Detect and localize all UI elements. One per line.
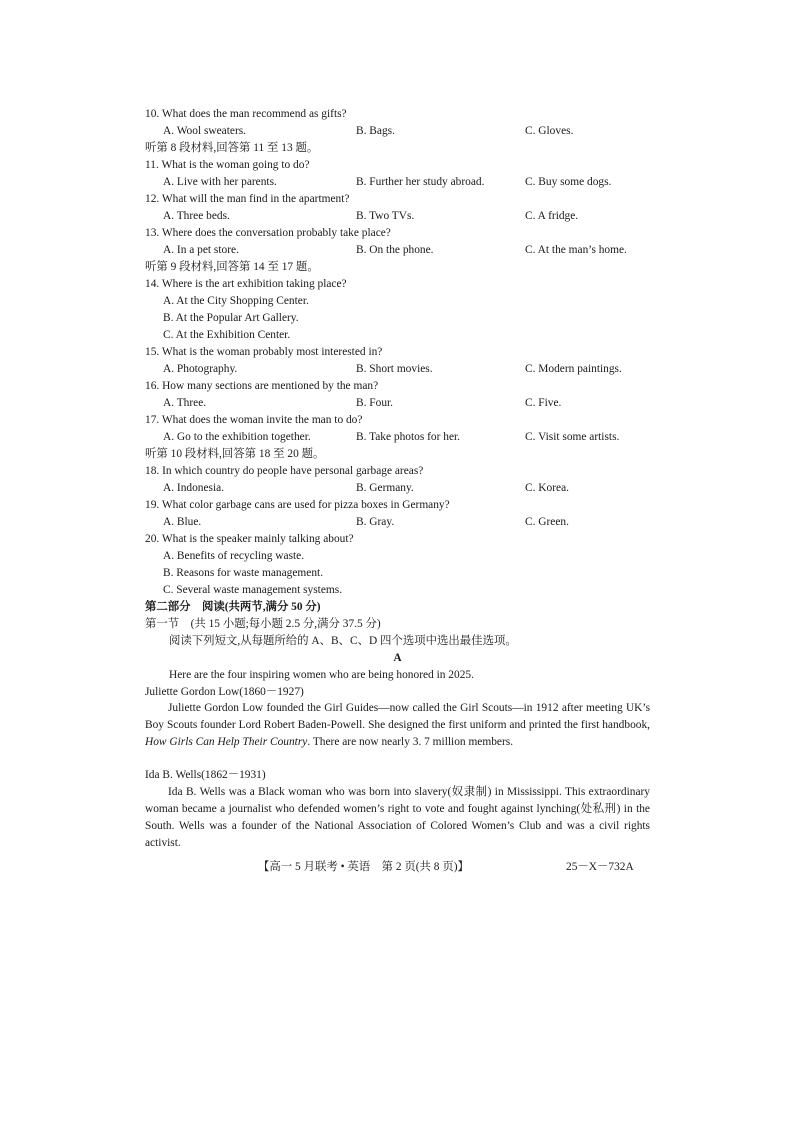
person-2-text: Ida B. Wells was a Black woman who was born into slavery(奴隶制) in Mississippi. This extraordinary woman became a journalist who defended women’s right to vote and fought against lynching(处私刑) in the South. Wells was a founder of the National Association of Colored Women’s Club and was a civil rights activist. — [145, 786, 650, 849]
question-11: 11. What is the woman going to do? — [145, 159, 310, 171]
section-10-instruction: 听第 10 段材料,回答第 18 至 20 题。 — [145, 448, 325, 460]
q14-option-a: A. At the City Shopping Center. — [163, 295, 309, 307]
q19-option-c: C. Green. — [525, 516, 569, 528]
q16-option-c: C. Five. — [525, 397, 562, 409]
q10-option-b: B. Bags. — [356, 125, 395, 137]
page-footer-title: 【高一 5 月联考 • 英语 第 2 页(共 8 页)】 — [258, 861, 469, 873]
q18-option-b: B. Germany. — [356, 482, 414, 494]
q18-option-a: A. Indonesia. — [163, 482, 225, 494]
q20-option-b: B. Reasons for waste management. — [163, 567, 324, 579]
person-1-heading: Juliette Gordon Low(1860－1927) — [145, 686, 304, 698]
q16-option-a: A. Three. — [163, 397, 207, 409]
question-14: 14. Where is the art exhibition taking place? — [145, 278, 347, 290]
person-2-paragraph — [145, 784, 650, 852]
q16-option-b: B. Four. — [356, 397, 394, 409]
q11-option-c: C. Buy some dogs. — [525, 176, 612, 188]
reading-instruction: 阅读下列短文,从每题所给的 A、B、C、D 四个选项中选出最佳选项。 — [169, 635, 517, 647]
q17-option-c: C. Visit some artists. — [525, 431, 620, 443]
q13-option-b: B. On the phone. — [356, 244, 434, 256]
question-16: 16. How many sections are mentioned by the man? — [145, 380, 379, 392]
section-9-instruction: 听第 9 段材料,回答第 14 至 17 题。 — [145, 261, 319, 273]
q13-option-a: A. In a pet store. — [163, 244, 239, 256]
q12-option-c: C. A fridge. — [525, 210, 579, 222]
person-1-text: Juliette Gordon Low founded the Girl Guides—now called the Girl Scouts—in 1912 after meeting UK’s Boy Scouts founder Lord Robert Baden-Powell. She designed the first uniform and printed the first handbook, — [145, 702, 650, 731]
q11-option-a: A. Live with her parents. — [163, 176, 277, 188]
part-two-title: 第二部分 阅读(共两节,满分 50 分) — [145, 601, 321, 613]
q15-option-a: A. Photography. — [163, 363, 238, 375]
q10-option-c: C. Gloves. — [525, 125, 574, 137]
handbook-title: How Girls Can Help Their Country — [145, 736, 308, 748]
question-19: 19. What color garbage cans are used for pizza boxes in Germany? — [145, 499, 450, 511]
q15-option-c: C. Modern paintings. — [525, 363, 622, 375]
section-8-instruction: 听第 8 段材料,回答第 11 至 13 题。 — [145, 142, 319, 154]
question-17: 17. What does the woman invite the man to do? — [145, 414, 363, 426]
person-1-paragraph — [145, 700, 650, 751]
question-12: 12. What will the man find in the apartment? — [145, 193, 350, 205]
person-2-heading: Ida B. Wells(1862－1931) — [145, 769, 266, 781]
section-one-heading: 第一节 (共 15 小题;每小题 2.5 分,满分 37.5 分) — [145, 618, 381, 630]
q12-option-b: B. Two TVs. — [356, 210, 415, 222]
q10-option-a: A. Wool sweaters. — [163, 125, 247, 137]
q14-option-b: B. At the Popular Art Gallery. — [163, 312, 299, 324]
q19-option-a: A. Blue. — [163, 516, 202, 528]
question-18: 18. In which country do people have personal garbage areas? — [145, 465, 424, 477]
q11-option-b: B. Further her study abroad. — [356, 176, 485, 188]
person-1-text-end: . There are now nearly 3. 7 million members. — [307, 736, 514, 748]
q20-option-c: C. Several waste management systems. — [163, 584, 343, 596]
question-13: 13. Where does the conversation probably take place? — [145, 227, 391, 239]
q13-option-c: C. At the man’s home. — [525, 244, 627, 256]
question-10: 10. What does the man recommend as gifts? — [145, 108, 347, 120]
q14-option-c: C. At the Exhibition Center. — [163, 329, 291, 341]
q12-option-a: A. Three beds. — [163, 210, 230, 222]
q17-option-a: A. Go to the exhibition together. — [163, 431, 311, 443]
passage-label: A — [393, 652, 402, 664]
page-footer-code: 25－X－732A — [566, 861, 634, 873]
q17-option-b: B. Take photos for her. — [356, 431, 461, 443]
question-20: 20. What is the speaker mainly talking about? — [145, 533, 354, 545]
passage-intro: Here are the four inspiring women who are being honored in 2025. — [169, 669, 474, 681]
q19-option-b: B. Gray. — [356, 516, 395, 528]
q20-option-a: A. Benefits of recycling waste. — [163, 550, 305, 562]
question-15: 15. What is the woman probably most interested in? — [145, 346, 383, 358]
q18-option-c: C. Korea. — [525, 482, 569, 494]
q15-option-b: B. Short movies. — [356, 363, 433, 375]
